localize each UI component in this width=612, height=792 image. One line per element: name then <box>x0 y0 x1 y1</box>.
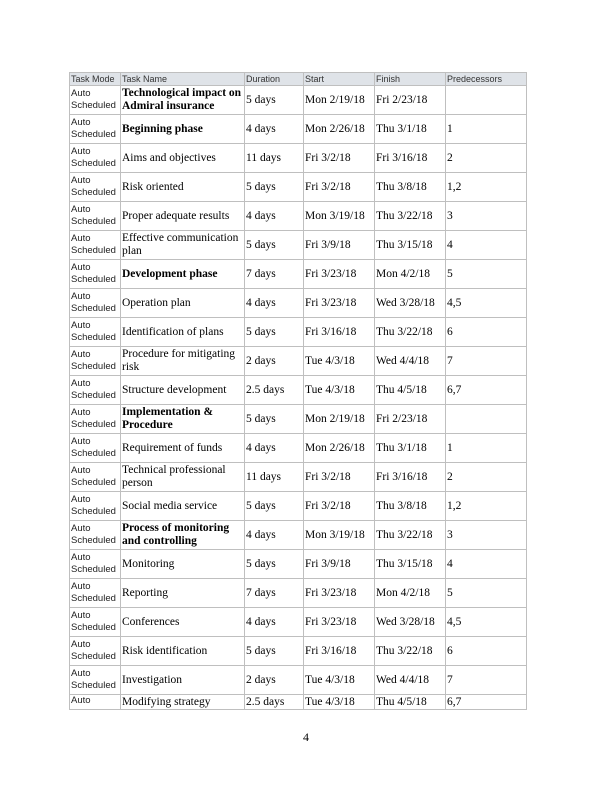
predecessors-cell: 5 <box>446 579 527 608</box>
header-task-mode: Task Mode <box>70 73 121 86</box>
finish-cell: Fri 3/16/18 <box>375 463 446 492</box>
task-mode-cell: Auto Scheduled <box>70 144 121 173</box>
finish-cell: Fri 2/23/18 <box>375 405 446 434</box>
predecessors-cell: 6 <box>446 637 527 666</box>
start-cell: Fri 3/2/18 <box>304 173 375 202</box>
table-row <box>70 86 527 115</box>
start-cell: Tue 4/3/18 <box>304 376 375 405</box>
finish-cell: Thu 3/1/18 <box>375 115 446 144</box>
task-name-cell: Proper adequate results <box>121 202 245 231</box>
predecessors-cell: 2 <box>446 144 527 173</box>
predecessors-cell <box>446 86 527 115</box>
task-mode-cell: Auto Scheduled <box>70 347 121 376</box>
predecessors-cell: 4 <box>446 231 527 260</box>
table-row <box>70 376 527 405</box>
task-name-cell: Technological impact on Admiral insurance <box>121 86 245 115</box>
task-mode-cell: Auto Scheduled <box>70 376 121 405</box>
finish-cell: Thu 3/22/18 <box>375 521 446 550</box>
table-row <box>70 463 527 492</box>
task-name-cell: Social media service <box>121 492 245 521</box>
task-mode-cell: Auto Scheduled <box>70 637 121 666</box>
predecessors-cell: 1,2 <box>446 492 527 521</box>
finish-cell: Wed 4/4/18 <box>375 347 446 376</box>
duration-cell: 4 days <box>245 115 304 144</box>
start-cell: Fri 3/16/18 <box>304 637 375 666</box>
header-finish: Finish <box>375 73 446 86</box>
table-row <box>70 144 527 173</box>
finish-cell: Thu 4/5/18 <box>375 376 446 405</box>
predecessors-cell: 2 <box>446 463 527 492</box>
start-cell: Tue 4/3/18 <box>304 695 375 710</box>
finish-cell: Thu 4/5/18 <box>375 695 446 710</box>
task-mode-cell: Auto Scheduled <box>70 405 121 434</box>
start-cell: Fri 3/23/18 <box>304 289 375 318</box>
finish-cell: Mon 4/2/18 <box>375 260 446 289</box>
predecessors-cell: 4 <box>446 550 527 579</box>
task-name-cell: Requirement of funds <box>121 434 245 463</box>
table-row <box>70 289 527 318</box>
start-cell: Mon 2/19/18 <box>304 86 375 115</box>
finish-cell: Thu 3/15/18 <box>375 231 446 260</box>
predecessors-cell: 1 <box>446 115 527 144</box>
task-name-cell: Modifying strategy <box>121 695 245 710</box>
start-cell: Fri 3/2/18 <box>304 463 375 492</box>
task-mode-cell: Auto Scheduled <box>70 608 121 637</box>
predecessors-cell: 1,2 <box>446 173 527 202</box>
finish-cell: Thu 3/1/18 <box>375 434 446 463</box>
task-mode-cell: Auto Scheduled <box>70 289 121 318</box>
start-cell: Tue 4/3/18 <box>304 347 375 376</box>
start-cell: Fri 3/16/18 <box>304 318 375 347</box>
finish-cell: Fri 2/23/18 <box>375 86 446 115</box>
task-mode-cell: Auto Scheduled <box>70 666 121 695</box>
start-cell: Fri 3/2/18 <box>304 144 375 173</box>
start-cell: Fri 3/2/18 <box>304 492 375 521</box>
task-mode-cell: Auto Scheduled <box>70 260 121 289</box>
table-row <box>70 173 527 202</box>
finish-cell: Mon 4/2/18 <box>375 579 446 608</box>
predecessors-cell: 4,5 <box>446 608 527 637</box>
start-cell: Fri 3/23/18 <box>304 608 375 637</box>
duration-cell: 2 days <box>245 347 304 376</box>
task-mode-cell: Auto Scheduled <box>70 86 121 115</box>
page-number: 4 <box>303 730 309 744</box>
task-name-cell: Conferences <box>121 608 245 637</box>
task-mode-cell: Auto Scheduled <box>70 550 121 579</box>
table-row <box>70 492 527 521</box>
finish-cell: Wed 4/4/18 <box>375 666 446 695</box>
predecessors-cell: 7 <box>446 666 527 695</box>
finish-cell: Thu 3/22/18 <box>375 202 446 231</box>
start-cell: Tue 4/3/18 <box>304 666 375 695</box>
task-name-cell: Aims and objectives <box>121 144 245 173</box>
table-row <box>70 434 527 463</box>
duration-cell: 5 days <box>245 492 304 521</box>
duration-cell: 11 days <box>245 463 304 492</box>
predecessors-cell: 3 <box>446 202 527 231</box>
table-row <box>70 260 527 289</box>
duration-cell: 5 days <box>245 173 304 202</box>
table-row <box>70 579 527 608</box>
table-row <box>70 405 527 434</box>
predecessors-cell: 4,5 <box>446 289 527 318</box>
start-cell: Fri 3/9/18 <box>304 550 375 579</box>
task-name-cell: Technical professional person <box>121 463 245 492</box>
start-cell: Mon 3/19/18 <box>304 202 375 231</box>
table-row <box>70 115 527 144</box>
duration-cell: 5 days <box>245 550 304 579</box>
task-name-cell: Monitoring <box>121 550 245 579</box>
task-mode-cell: Auto <box>70 695 121 710</box>
header-start: Start <box>304 73 375 86</box>
table-row <box>70 637 527 666</box>
header-predecessors: Predecessors <box>446 73 527 86</box>
predecessors-cell: 6 <box>446 318 527 347</box>
duration-cell: 2 days <box>245 666 304 695</box>
table-row <box>70 550 527 579</box>
start-cell: Mon 2/26/18 <box>304 434 375 463</box>
table-header-row <box>70 73 527 86</box>
start-cell: Mon 3/19/18 <box>304 521 375 550</box>
task-name-cell: Process of monitoring and controlling <box>121 521 245 550</box>
predecessors-cell: 6,7 <box>446 376 527 405</box>
task-mode-cell: Auto Scheduled <box>70 579 121 608</box>
table-row <box>70 231 527 260</box>
table-row <box>70 608 527 637</box>
duration-cell: 2.5 days <box>245 376 304 405</box>
task-table <box>69 72 527 710</box>
task-mode-cell: Auto Scheduled <box>70 231 121 260</box>
duration-cell: 2.5 days <box>245 695 304 710</box>
table-row <box>70 347 527 376</box>
finish-cell: Thu 3/22/18 <box>375 318 446 347</box>
task-name-cell: Investigation <box>121 666 245 695</box>
header-task-name: Task Name <box>121 73 245 86</box>
task-name-cell: Risk identification <box>121 637 245 666</box>
task-name-cell: Reporting <box>121 579 245 608</box>
predecessors-cell <box>446 405 527 434</box>
duration-cell: 4 days <box>245 521 304 550</box>
start-cell: Mon 2/26/18 <box>304 115 375 144</box>
finish-cell: Thu 3/22/18 <box>375 637 446 666</box>
start-cell: Fri 3/9/18 <box>304 231 375 260</box>
table-row <box>70 666 527 695</box>
finish-cell: Fri 3/16/18 <box>375 144 446 173</box>
finish-cell: Wed 3/28/18 <box>375 608 446 637</box>
task-name-cell: Structure development <box>121 376 245 405</box>
duration-cell: 5 days <box>245 231 304 260</box>
duration-cell: 4 days <box>245 202 304 231</box>
task-mode-cell: Auto Scheduled <box>70 173 121 202</box>
duration-cell: 7 days <box>245 260 304 289</box>
finish-cell: Thu 3/15/18 <box>375 550 446 579</box>
task-mode-cell: Auto Scheduled <box>70 115 121 144</box>
table-row <box>70 318 527 347</box>
duration-cell: 5 days <box>245 637 304 666</box>
task-mode-cell: Auto Scheduled <box>70 202 121 231</box>
table-row <box>70 521 527 550</box>
duration-cell: 4 days <box>245 608 304 637</box>
duration-cell: 7 days <box>245 579 304 608</box>
table-row <box>70 202 527 231</box>
task-name-cell: Identification of plans <box>121 318 245 347</box>
task-mode-cell: Auto Scheduled <box>70 521 121 550</box>
duration-cell: 5 days <box>245 318 304 347</box>
duration-cell: 5 days <box>245 405 304 434</box>
finish-cell: Thu 3/8/18 <box>375 173 446 202</box>
task-mode-cell: Auto Scheduled <box>70 318 121 347</box>
task-name-cell: Beginning phase <box>121 115 245 144</box>
finish-cell: Wed 3/28/18 <box>375 289 446 318</box>
start-cell: Fri 3/23/18 <box>304 260 375 289</box>
start-cell: Mon 2/19/18 <box>304 405 375 434</box>
header-duration: Duration <box>245 73 304 86</box>
task-name-cell: Development phase <box>121 260 245 289</box>
task-mode-cell: Auto Scheduled <box>70 492 121 521</box>
task-name-cell: Effective communication plan <box>121 231 245 260</box>
task-name-cell: Risk oriented <box>121 173 245 202</box>
predecessors-cell: 7 <box>446 347 527 376</box>
duration-cell: 5 days <box>245 86 304 115</box>
duration-cell: 11 days <box>245 144 304 173</box>
task-mode-cell: Auto Scheduled <box>70 434 121 463</box>
predecessors-cell: 6,7 <box>446 695 527 710</box>
task-name-cell: Procedure for mitigating risk <box>121 347 245 376</box>
task-mode-cell: Auto Scheduled <box>70 463 121 492</box>
predecessors-cell: 5 <box>446 260 527 289</box>
task-name-cell: Implementation & Procedure <box>121 405 245 434</box>
table-body <box>70 86 527 710</box>
start-cell: Fri 3/23/18 <box>304 579 375 608</box>
finish-cell: Thu 3/8/18 <box>375 492 446 521</box>
predecessors-cell: 1 <box>446 434 527 463</box>
task-name-cell: Operation plan <box>121 289 245 318</box>
duration-cell: 4 days <box>245 434 304 463</box>
duration-cell: 4 days <box>245 289 304 318</box>
table-row <box>70 695 527 710</box>
predecessors-cell: 3 <box>446 521 527 550</box>
